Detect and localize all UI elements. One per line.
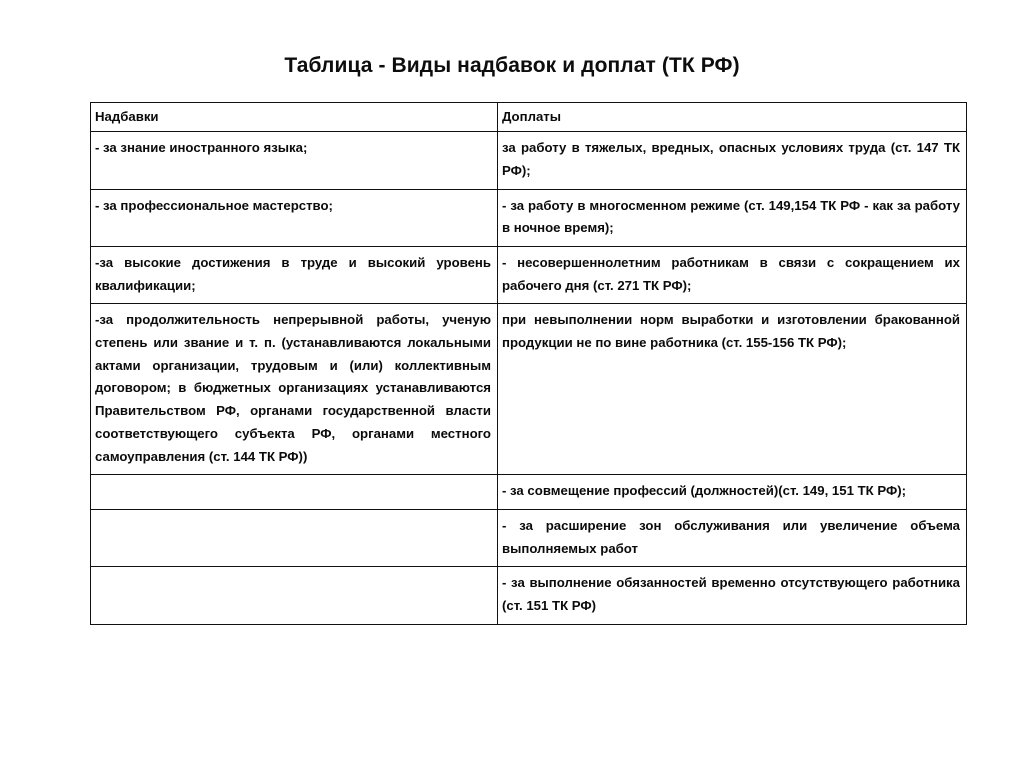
table-container (90, 102, 966, 625)
table-header (91, 103, 967, 132)
table-row (91, 246, 967, 303)
column-header-doplaty: Доплаты (498, 103, 967, 132)
cell-doplaty: - за расширение зон обслуживания или увеличение объема выполняемых работ (498, 509, 967, 566)
cell-nadbavki-empty (91, 509, 498, 566)
table-row (91, 189, 967, 246)
cell-nadbavki-empty (91, 567, 498, 624)
page-title: Таблица - Виды надбавок и доплат (ТК РФ) (284, 54, 740, 77)
cell-nadbavki-empty (91, 475, 498, 510)
cell-doplaty: - за работу в многосменном режиме (ст. 149,154 ТК РФ - как за работу в ночное время); (498, 189, 967, 246)
cell-nadbavki: - за знание иностранного языка; (91, 132, 498, 189)
cell-doplaty: при невыполнении норм выработки и изготовлении бракованной продукции не по вине работника (ст. 155-156 ТК РФ); (498, 304, 967, 475)
cell-doplaty: - за совмещение профессий (должностей)(ст. 149, 151 ТК РФ); (498, 475, 967, 510)
table-row (91, 475, 967, 510)
cell-nadbavki: -за высокие достижения в труде и высокий уровень квалификации; (91, 246, 498, 303)
table-header-row (91, 103, 967, 132)
cell-doplaty: за работу в тяжелых, вредных, опасных условиях труда (ст. 147 ТК РФ); (498, 132, 967, 189)
table-row (91, 567, 967, 624)
table-row (91, 304, 967, 475)
column-header-nadbavki: Надбавки (91, 103, 498, 132)
cell-doplaty: - несовершеннолетним работникам в связи с сокращением их рабочего дня (ст. 271 ТК РФ); (498, 246, 967, 303)
table-row (91, 132, 967, 189)
cell-nadbavki: -за продолжительность непрерывной работы, ученую степень или звание и т. п. (устанавливаются локальными актами организации, трудовым и (или) коллективным договором; в бюджетных организациях устанавливаются Правительством РФ, органами государственной власти соответствующего субъекта РФ, органами местного самоуправления (ст. 144 ТК РФ)) (91, 304, 498, 475)
table-row (91, 509, 967, 566)
table-body (91, 132, 967, 625)
cell-doplaty: - за выполнение обязанностей временно отсутствующего работника (ст. 151 ТК РФ) (498, 567, 967, 624)
cell-nadbavki: - за профессиональное мастерство; (91, 189, 498, 246)
benefits-table (90, 102, 967, 625)
